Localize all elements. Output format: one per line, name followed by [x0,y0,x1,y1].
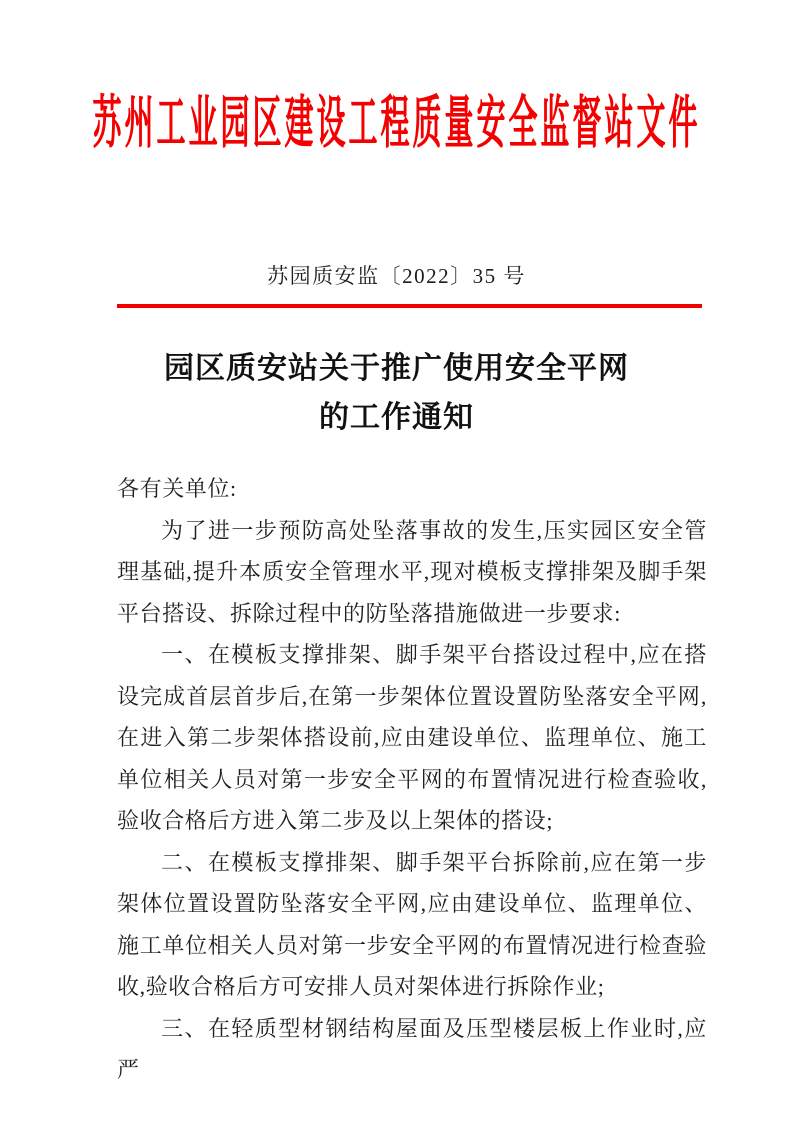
document-title-line1: 园区质安站关于推广使用安全平网 [164,352,629,385]
document-number: 苏园质安监〔2022〕35 号 [267,264,526,288]
document-title-line2: 的工作通知 [319,401,474,434]
document-body [117,468,707,1091]
agency-letterhead-title: 苏州工业园区建设工程质量安全监督站文件 [92,93,701,156]
paragraph-intro: 为了进一步预防高处坠落事故的发生,压实园区安全管理基础,提升本质安全管理水平,现对模板支撑排架及脚手架平台搭设、拆除过程中的防坠落措施做进一步要求: [117,517,707,626]
paragraph-item-2: 二、在模板支撑排架、脚手架平台拆除前,应在第一步架体位置设置防坠落安全平网,应由建设单位、监理单位、施工单位相关人员对第一步安全平网的布置情况进行检查验收,验收合格后方可安排人员对架体进行拆除作业; [117,849,707,999]
red-separator-line [117,304,702,308]
paragraph-item-1: 一、在模板支撑排架、脚手架平台搭设过程中,应在搭设完成首层首步后,在第一步架体位置设置防坠落安全平网,在进入第二步架体搭设前,应由建设单位、监理单位、施工单位相关人员对第一步安全平网的布置情况进行检查验收,验收合格后方进入第二步及以上架体的搭设; [117,642,707,833]
salutation: 各有关单位: [117,476,237,501]
paragraph-item-3-truncated: 三、在轻质型材钢结构屋面及压型楼层板上作业时,应严 [117,1015,707,1082]
document-title [0,344,793,442]
